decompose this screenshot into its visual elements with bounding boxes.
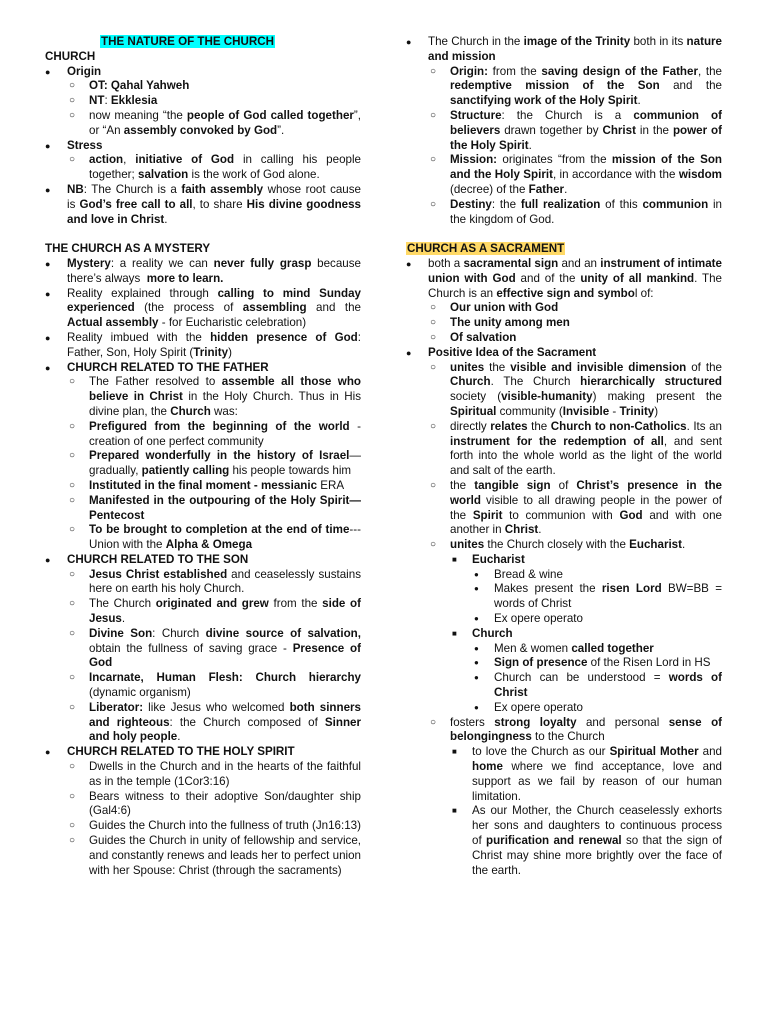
list-item-text: Prepared wonderfully in the history of Israel—gradually, patiently calling his people towards him xyxy=(89,449,361,478)
list-item xyxy=(472,656,722,671)
list-item xyxy=(428,198,722,228)
list-item xyxy=(67,760,361,790)
list-item xyxy=(428,331,722,346)
list-item-text: Structure: the Church is a communion of believers drawn together by Christ in the power of the Holy Spirit. xyxy=(450,108,722,152)
list-item-text: The Church originated and grew from the side of Jesus. xyxy=(89,597,361,626)
list-item xyxy=(45,65,361,139)
section-heading-sacrament: CHURCH AS A SACRAMENT xyxy=(407,242,565,256)
list-item xyxy=(45,331,361,361)
section-heading: THE CHURCH AS A MYSTERY xyxy=(45,242,211,256)
bullet-list-l4 xyxy=(472,568,722,627)
list-item xyxy=(428,479,722,538)
bullet-list-l2 xyxy=(67,760,361,878)
list-item xyxy=(428,420,722,479)
list-item xyxy=(67,834,361,878)
list-item-text: Destiny: the full realization of this communion in the kingdom of God. xyxy=(450,197,722,226)
list-item xyxy=(428,65,722,109)
section-heading: CHURCH xyxy=(45,49,96,63)
bullet-list-l2 xyxy=(67,79,361,138)
list-item-text: Our union with God xyxy=(450,301,559,315)
list-item-text: Incarnate, Human Flesh: Church hierarchy (dynamic organism) xyxy=(89,671,361,700)
bullet-list-l4 xyxy=(472,642,722,716)
list-item-text: Makes present the risen Lord BW=BB = words of Christ xyxy=(494,582,722,611)
list-item xyxy=(406,257,722,346)
list-item xyxy=(45,257,361,287)
list-item xyxy=(67,701,361,745)
list-item-text: The Father resolved to assemble all those who believe in Christ in the Holy Church. Thus in His divine plan, the Church was: xyxy=(89,375,361,418)
list-item-text: Jesus Christ established and ceaselessly sustains here on earth his holy Church. xyxy=(89,567,361,596)
list-item-text: Church xyxy=(472,626,513,640)
list-item-text: The unity among men xyxy=(450,316,570,330)
list-item-text: Stress xyxy=(67,138,103,152)
list-item-text: To be brought to completion at the end of time--- Union with the Alpha & Omega xyxy=(89,523,361,552)
list-item-text: Men & women called together xyxy=(494,641,654,655)
list-item xyxy=(450,627,722,716)
list-item xyxy=(472,582,722,612)
list-item-text: CHURCH RELATED TO THE SON xyxy=(67,552,249,566)
list-item-text: CHURCH RELATED TO THE HOLY SPIRIT xyxy=(67,745,295,759)
list-item xyxy=(472,642,722,657)
list-item-text: unites the visible and invisible dimension of the Church. The Church hierarchically structured society (visible-humanity) making present the Spiritual community (Invisible - Trinity) xyxy=(450,360,723,418)
list-item-text: Reality explained through calling to mind Sunday experienced (the process of assembling and the Actual assembly - for Eucharistic celebration) xyxy=(67,286,361,330)
list-item xyxy=(67,449,361,479)
list-item-text: Reality imbued with the hidden presence of God: Father, Son, Holy Spirit (Trinity) xyxy=(67,330,361,359)
list-item-text: Instituted in the final moment - messianic ERA xyxy=(89,478,345,492)
list-item-text: Positive Idea of the Sacrament xyxy=(428,345,597,359)
list-item-text: CHURCH RELATED TO THE FATHER xyxy=(67,360,269,374)
bullet-list-l3 xyxy=(450,745,722,878)
list-item xyxy=(428,716,722,879)
list-item-text: As our Mother, the Church ceaselessly exhorts her sons and daughters to continuous process of purification and renewal so that the sign of Christ may shine more brightly over the face of the earth. xyxy=(472,804,722,877)
list-item xyxy=(45,183,361,227)
bullet-list-l1 xyxy=(406,257,722,878)
list-item xyxy=(67,597,361,627)
list-item xyxy=(428,316,722,331)
bullet-list-l2 xyxy=(428,361,722,879)
list-item xyxy=(428,538,722,716)
section-heading xyxy=(406,242,722,257)
list-item-text: unites the Church closely with the Eucharist. xyxy=(450,538,686,552)
list-item-text: the tangible sign of Christ’s presence in the world visible to all drawing people in the power of the Spirit to communion with God and with one another in Christ. xyxy=(450,478,722,537)
left-column xyxy=(45,35,361,878)
list-item-text: NT: Ekklesia xyxy=(89,94,158,108)
list-item-text: Divine Son: Church divine source of salvation, obtain the fullness of saving grace - Presence of God xyxy=(89,626,361,670)
list-item-text: Ex opere operato xyxy=(494,700,583,714)
list-item-text: Church can be understood = words of Christ xyxy=(494,671,722,700)
list-item-text: fosters strong loyalty and personal sense of belongingness to the Church xyxy=(450,715,723,744)
list-item-text: OT: Qahal Yahweh xyxy=(89,79,190,93)
list-item-text: Manifested in the outpouring of the Holy Spirit—Pentecost xyxy=(89,493,361,522)
list-item-text: Bread & wine xyxy=(494,567,563,581)
list-item xyxy=(45,287,361,331)
bullet-list-l1 xyxy=(45,65,361,228)
list-item-text: NB: The Church is a faith assembly whose root cause is God’s free call to all, to share His divine goodness and love in Christ. xyxy=(67,182,362,226)
list-item xyxy=(472,568,722,583)
bullet-list-l2 xyxy=(67,375,361,553)
list-item xyxy=(472,612,722,627)
list-item xyxy=(450,804,722,878)
list-item-text: The Church in the image of the Trinity both in its nature and mission xyxy=(428,35,722,63)
list-item-text: Origin: from the saving design of the Father, the redemptive mission of the Son and the sanctifying work of the Holy Spirit. xyxy=(450,64,723,108)
list-item xyxy=(45,361,361,553)
list-item xyxy=(406,35,722,227)
list-item-text: Eucharist xyxy=(472,552,525,566)
list-item xyxy=(67,494,361,524)
list-item xyxy=(67,479,361,494)
doc-title: THE NATURE OF THE CHURCH xyxy=(101,35,275,48)
list-item xyxy=(67,627,361,671)
list-item xyxy=(472,701,722,716)
list-item xyxy=(67,375,361,419)
list-item-text: both a sacramental sign and an instrument of intimate union with God and of the unity of all mankind. The Church is an effective sign and symbol of: xyxy=(428,256,723,300)
list-item-text: Guides the Church in unity of fellowship and service, and constantly renews and leads her to perfect union with her Spouse: Christ (through the sacraments) xyxy=(89,834,361,877)
list-item xyxy=(450,745,722,804)
bullet-list-l1 xyxy=(406,35,722,227)
list-item xyxy=(67,109,361,139)
list-item xyxy=(428,109,722,153)
list-item xyxy=(67,819,361,834)
list-item-text: Sign of presence of the Risen Lord in HS xyxy=(494,656,711,670)
list-item-text: Bears witness to their adoptive Son/daughter ship (Gal4:6) xyxy=(89,789,361,818)
list-item xyxy=(428,153,722,197)
list-item-text: to love the Church as our Spiritual Mother and home where we find acceptance, love and support as we fail by reason of our human limitation. xyxy=(472,745,722,803)
list-item xyxy=(450,553,722,627)
list-item-text: Guides the Church into the fullness of truth (Jn16:13) xyxy=(89,819,361,833)
list-item xyxy=(428,361,722,420)
list-item-text: action, initiative of God in calling his people together; salvation is the work of God alone. xyxy=(89,153,361,182)
spacer xyxy=(45,227,361,242)
list-item-text: Ex opere operato xyxy=(494,612,583,626)
list-item xyxy=(67,568,361,598)
list-item xyxy=(67,79,361,94)
bullet-list-l2 xyxy=(428,301,722,345)
bullet-list-l2 xyxy=(428,65,722,228)
list-item xyxy=(45,745,361,878)
list-item xyxy=(428,301,722,316)
bullet-list-l2 xyxy=(67,568,361,746)
list-item-text: Of salvation xyxy=(450,330,517,344)
list-item-text: Mission: originates “from the mission of the Son and the Holy Spirit, in accordance with the wisdom (decree) of the Father. xyxy=(450,153,722,196)
list-item-text: now meaning “the people of God called together”, or “An assembly convoked by God”. xyxy=(89,108,361,137)
right-column xyxy=(406,35,722,878)
list-item-text: Liberator: like Jesus who welcomed both sinners and righteous: the Church composed of Sinner and holy people. xyxy=(89,700,361,744)
list-item xyxy=(67,94,361,109)
list-item xyxy=(67,790,361,820)
list-item xyxy=(45,553,361,745)
list-item-text: Prefigured from the beginning of the world - creation of one perfect community xyxy=(89,419,361,448)
list-item xyxy=(67,420,361,450)
page-title xyxy=(45,35,361,50)
list-item-text: Mystery: a reality we can never fully grasp because there’s always more to learn. xyxy=(67,256,361,285)
list-item xyxy=(406,346,722,879)
bullet-list-l2 xyxy=(67,153,361,183)
bullet-list-l1 xyxy=(45,257,361,878)
list-item-text: Origin xyxy=(67,64,102,78)
list-item xyxy=(67,671,361,701)
spacer xyxy=(406,227,722,242)
bullet-list-l3 xyxy=(450,553,722,716)
list-item xyxy=(472,671,722,701)
list-item xyxy=(45,139,361,183)
list-item xyxy=(67,153,361,183)
list-item xyxy=(67,523,361,553)
list-item-text: Dwells in the Church and in the hearts of the faithful as in the temple (1Cor3:16) xyxy=(89,760,361,788)
list-item-text: directly relates the Church to non-Catholics. Its an instrument for the redemption of all, and sent forth into the whole world as the light of the world and salt of the earth. xyxy=(450,419,722,478)
